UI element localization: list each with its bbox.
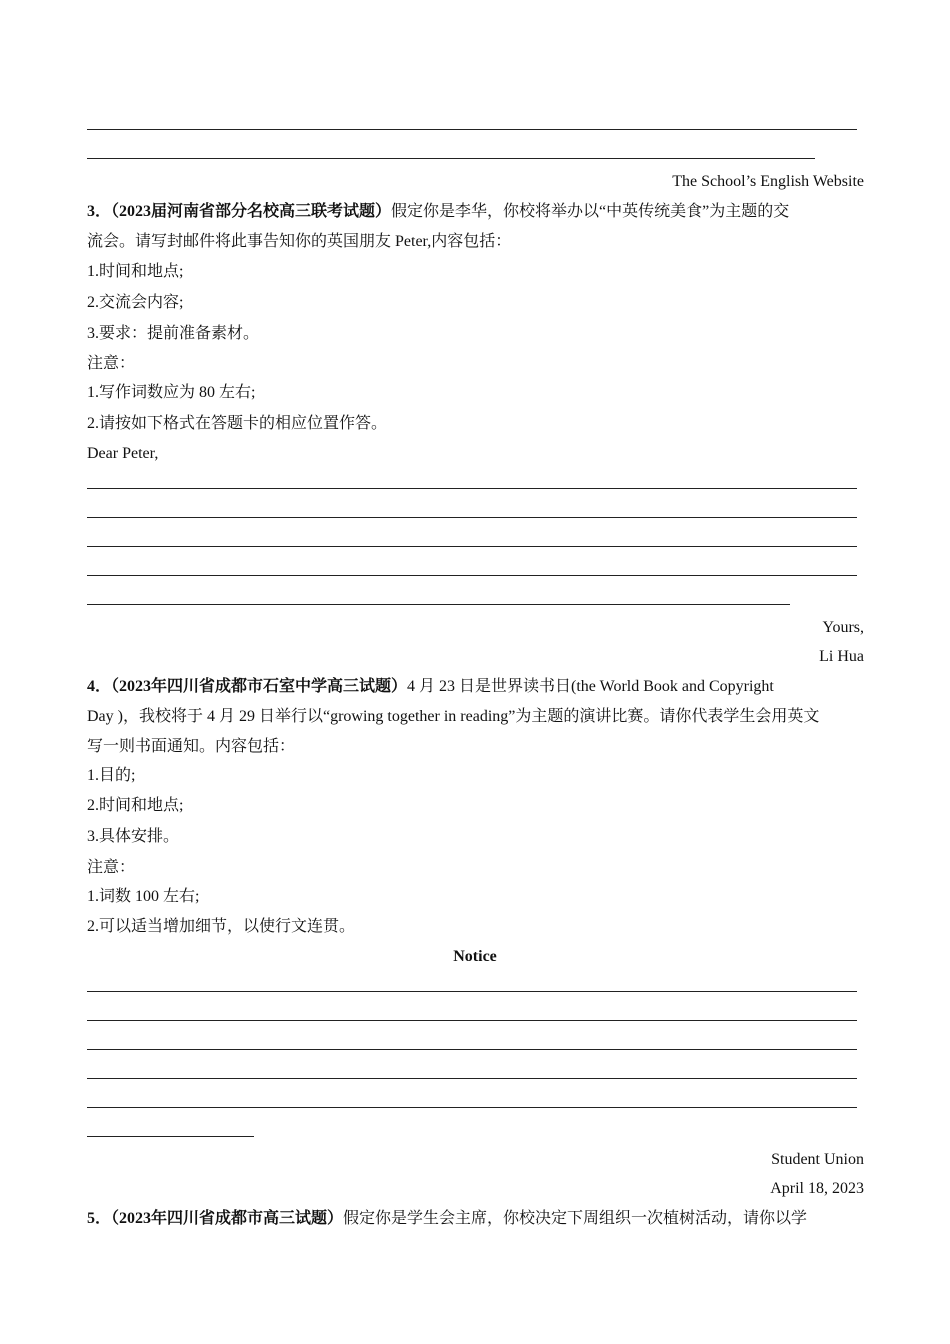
q4-heading <box>87 677 867 697</box>
answer-line <box>87 991 857 992</box>
answer-line <box>87 546 857 547</box>
q5-heading <box>87 1209 867 1229</box>
q5-source: （2023年四川省成都市高三试题） <box>111 1210 344 1227</box>
q4-prompt-line1: 4 月 23 日是世界读书日(the World Book and Copyright <box>407 678 774 695</box>
q4-date: April 18, 2023 <box>770 1180 864 1197</box>
q5-prompt-line1: 假定你是学生会主席，你校决定下周组织一次植树活动，请你以学 <box>343 1210 808 1227</box>
q3-signer: Li Hua <box>819 648 864 665</box>
q4-point-3: 3.具体安排。 <box>87 828 180 845</box>
answer-line <box>87 1020 857 1021</box>
q4-source: （2023年四川省成都市石室中学高三试题） <box>111 678 408 695</box>
q4-number: 4． <box>87 678 112 695</box>
q4-signer: Student Union <box>771 1151 864 1168</box>
q3-note-1: 1.写作词数应为 80 左右; <box>87 384 256 401</box>
q3-greeting: Dear Peter, <box>87 445 159 462</box>
q4-prompt-line2: Day )，我校将于 4 月 29 日举行以“growing together in reading”为主题的演讲比赛。请你代表学生会用英文 <box>87 708 820 725</box>
answer-line <box>87 1078 857 1079</box>
q3-closing: Yours, <box>822 619 864 636</box>
answer-line <box>87 488 857 489</box>
q3-heading <box>87 202 867 222</box>
answer-line <box>87 575 857 576</box>
q3-point-3: 3.要求：提前准备素材。 <box>87 325 260 342</box>
answer-line <box>87 1049 857 1050</box>
q5-number: 5． <box>87 1210 112 1227</box>
q3-prompt-line1: 假定你是李华，你校将举办以“中英传统美食”为主题的交 <box>391 203 790 220</box>
answer-line <box>87 1107 857 1108</box>
prev-signature: The School’s English Website <box>672 173 864 190</box>
q3-point-2: 2.交流会内容; <box>87 294 184 311</box>
q3-note-2: 2.请按如下格式在答题卡的相应位置作答。 <box>87 415 388 432</box>
q4-notice-title: Notice <box>453 948 497 965</box>
answer-line <box>87 158 815 159</box>
q3-prompt-line2: 流会。请写封邮件将此事告知你的英国朋友 Peter,内容包括： <box>87 233 512 250</box>
q4-prompt-line3: 写一则书面通知。内容包括： <box>87 738 296 755</box>
answer-line <box>87 129 857 130</box>
answer-line <box>87 604 790 605</box>
answer-line <box>87 1136 254 1137</box>
q4-point-1: 1.目的; <box>87 767 136 784</box>
q3-note-title: 注意： <box>87 355 136 372</box>
q3-number: 3． <box>87 203 112 220</box>
q3-source: （2023届河南省部分名校高三联考试题） <box>111 203 392 220</box>
q4-note-1: 1.词数 100 左右; <box>87 888 200 905</box>
q4-note-2: 2.可以适当增加细节，以使行文连贯。 <box>87 918 356 935</box>
q4-note-title: 注意： <box>87 859 136 876</box>
q4-point-2: 2.时间和地点; <box>87 797 184 814</box>
q3-point-1: 1.时间和地点; <box>87 263 184 280</box>
answer-line <box>87 517 857 518</box>
